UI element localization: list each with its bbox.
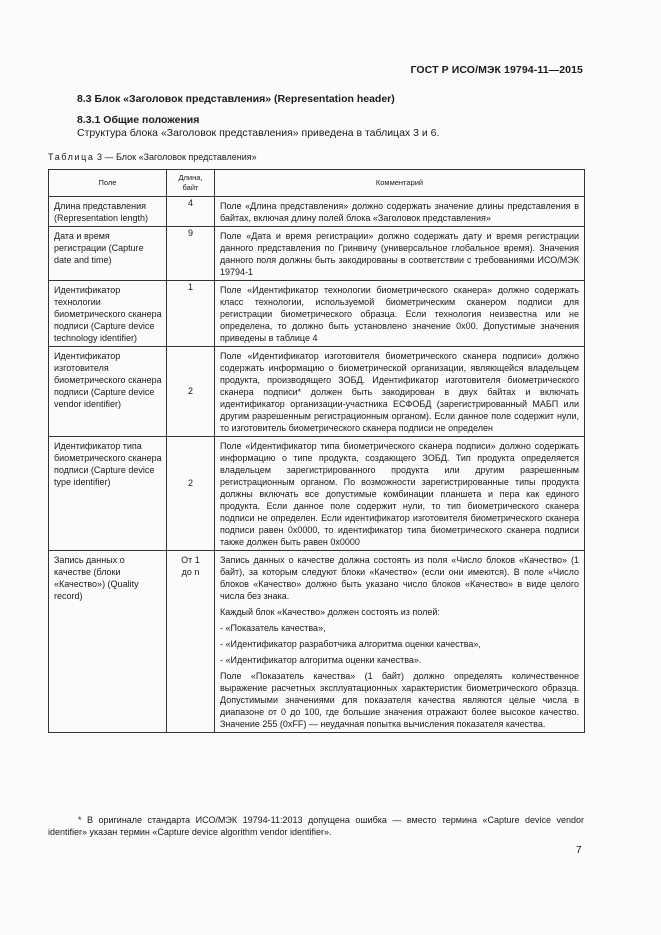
comment-paragraph: Поле «Идентификатор изготовителя биометрического сканера подписи» должно содержать информацию о биометрической организации, являющейся владельцем продукта, производящего ЗОБД. Идентификатор изготовителя биометрического сканера подписи* должен быть закодирован в двух байтах и включать идентификатор организации-участника ЕСФОБД (зарегистрированный МАБП или другим разрешенным регистрационным органом). Если данное поле содержит нули, то изготовитель биометрического сканера подписи не определен — [220, 351, 579, 433]
column-header-field: Поле — [49, 170, 167, 197]
comment-cell — [215, 347, 585, 437]
column-header-length-line1: Длина, — [178, 173, 203, 182]
table-row — [49, 551, 585, 733]
column-header-comment: Комментарий — [215, 170, 585, 197]
table-row — [49, 197, 585, 227]
comment-paragraph: Поле «Длина представления» должно содержать значение длины представления в байтах, включая длину полей блока «Заголовок представления» — [220, 201, 579, 223]
footnote: * В оригинале стандарта ИСО/МЭК 19794-11:2013 допущена ошибка — вместо термина «Capture device vendor identifier» указан термин «Capture device algorithm vendor identifier». — [48, 815, 584, 837]
table-caption-label: Таблица — [48, 152, 95, 162]
length-cell: От 1 до n — [167, 551, 215, 733]
field-name-cell: Дата и время регистрации (Capture date and time) — [49, 227, 167, 281]
comment-cell — [215, 551, 585, 733]
page-number: 7 — [576, 845, 582, 856]
length-cell: 4 — [167, 197, 215, 227]
comment-list-item: - «Идентификатор разработчика алгоритма оценки качества», — [220, 639, 481, 649]
column-header-length-line2: байт — [182, 183, 199, 192]
comment-cell — [215, 197, 585, 227]
field-name-cell: Идентификатор типа биометрического сканера подписи (Capture device type identifier) — [49, 437, 167, 551]
comment-paragraph: Поле «Дата и время регистрации» должно содержать дату и время регистрации данного представления по Гринвичу (универсальное глобальное время). Значения данного поля должны быть закодированы в соответствии с требованиями ИСО/МЭК 19794-1 — [220, 231, 579, 277]
standard-header: ГОСТ Р ИСО/МЭК 19794-11—2015 — [410, 64, 583, 76]
table-caption — [48, 152, 257, 162]
table-caption-text: 3 — Блок «Заголовок представления» — [94, 152, 257, 162]
length-cell: 2 — [167, 437, 215, 551]
length-cell: 9 — [167, 227, 215, 281]
column-header-length — [167, 170, 215, 197]
table-row — [49, 347, 585, 437]
comment-list-item: - «Показатель качества», — [220, 623, 326, 633]
length-cell: 1 — [167, 281, 215, 347]
table-row — [49, 227, 585, 281]
comment-cell — [215, 227, 585, 281]
field-name-cell: Запись данных о качестве (блоки «Качество») (Quality record) — [49, 551, 167, 733]
comment-paragraph: Поле «Идентификатор типа биометрического сканера подписи» должно содержать информацию о типе продукта, создающего ЗОБД. Тип продукта определяется владельцем зарегистрированного продукта или другим разрешенным регистрационным органом. По возможности зарегистрированные типы продукта должны включать все допустимые комбинации планшета и пера как единого продукта. Если данное поле содержит нули, то тип биометрического сканера подписи не определен. Если идентификатор изготовителя биометрического сканера подписи равен 0x0000, то идентификатор типа биометрического сканера подписи также должен быть равен 0x0000 — [220, 441, 579, 547]
length-cell: 2 — [167, 347, 215, 437]
comment-list-item: - «Идентификатор алгоритма оценки качества». — [220, 655, 422, 665]
section-heading: 8.3 Блок «Заголовок представления» (Representation header) — [77, 93, 395, 105]
field-name-cell: Идентификатор технологии биометрического сканера подписи (Capture device technology identifier) — [49, 281, 167, 347]
subsection-heading: 8.3.1 Общие положения — [77, 114, 200, 126]
comment-paragraph: Поле «Идентификатор технологии биометрического сканера» должно содержать класс технологии, используемой биометрическим сканером подписи для регистрации биометрического образца. Если технология неизвестна или не определена, то должно быть установлено значение 0x00. Допустимые значения приведены в таблице 4 — [220, 285, 579, 343]
comment-cell — [215, 437, 585, 551]
comment-cell — [215, 281, 585, 347]
representation-header-table — [48, 169, 585, 733]
field-name-cell: Длина представления (Representation length) — [49, 197, 167, 227]
table-header-row — [49, 170, 585, 197]
comment-paragraph: Поле «Показатель качества» (1 байт) должно определять количественное выражение расчетных эксплуатационных характеристик биометрического образца. Допустимыми значениями для показателя качества являются целые числа в диапазоне от 0 до 100, где большие значения отражают более высокое качество. Значение 255 (0xFF) — неудачная попытка вычисления показателя качества. — [220, 671, 579, 729]
table-row — [49, 281, 585, 347]
comment-paragraph: Запись данных о качестве должна состоять из поля «Число блоков «Качество» (1 байт), за которым следуют блоки «Качество» (если они имеются). В поле «Число блоков «Качество» должно быть указано число блоков «Качество» в виде целого числа без знака. — [220, 555, 579, 601]
intro-paragraph: Структура блока «Заголовок представления» приведена в таблицах 3 и 6. — [77, 127, 440, 139]
field-name-cell: Идентификатор изготовителя биометрического сканера подписи (Capture device vendor identifier) — [49, 347, 167, 437]
table-row — [49, 437, 585, 551]
comment-paragraph: Каждый блок «Качество» должен состоять из полей: — [220, 607, 440, 617]
